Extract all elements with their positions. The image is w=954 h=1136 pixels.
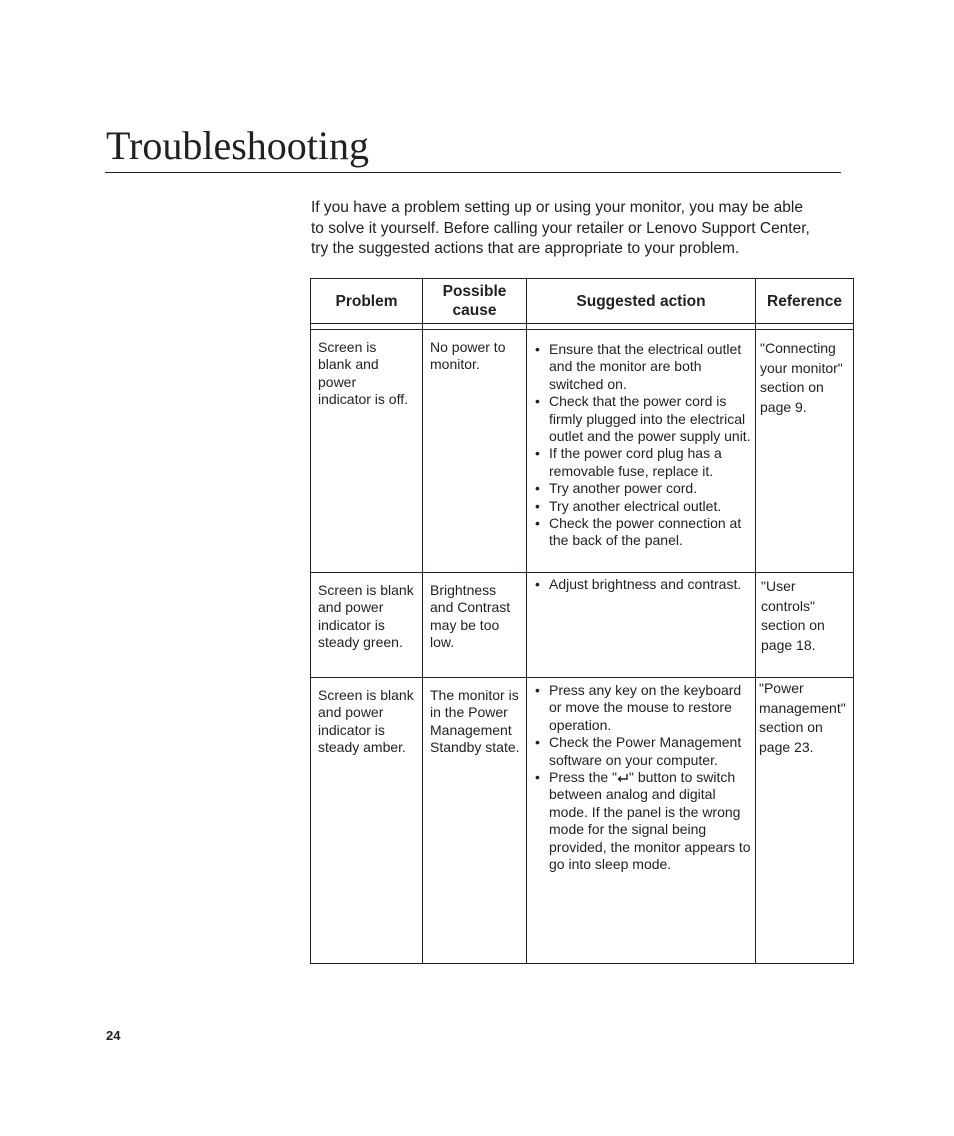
cause-cell <box>423 573 527 678</box>
header-cause-line: Possible <box>442 283 507 300</box>
action-list <box>535 341 751 550</box>
reference-line: management" <box>759 699 846 716</box>
cause-line: The monitor is <box>430 687 519 703</box>
page-title: Troubleshooting <box>106 123 370 168</box>
action-item: • Try another power cord. <box>535 480 751 497</box>
cause-cell <box>423 330 527 573</box>
reference-line: your monitor" <box>760 359 843 376</box>
action-item: • If the power cord plug has a removable fuse, replace it. <box>535 445 751 480</box>
header-reference: Reference <box>756 279 854 324</box>
action-item: • Adjust brightness and contrast. <box>535 576 751 593</box>
cause-line: Standby state. <box>430 739 520 756</box>
troubleshooting-table <box>310 278 854 964</box>
reference-line: "Connecting <box>760 340 836 356</box>
action-cell <box>527 330 756 573</box>
page-number: 24 <box>106 1028 121 1043</box>
cause-line: Brightness <box>430 582 497 598</box>
action-item: • Try another electrical outlet. <box>535 498 751 515</box>
problem-line: blank and <box>318 356 379 373</box>
action-item: • Check the power connection at the back of the panel. <box>535 515 751 550</box>
problem-line: Screen is blank <box>318 687 414 703</box>
problem-line: Screen is <box>318 339 377 355</box>
reference-line: "User <box>761 578 796 594</box>
cause-line: and Contrast <box>430 599 511 616</box>
intro-paragraph <box>311 198 841 260</box>
reference-line: section on <box>761 617 825 633</box>
action-cell <box>527 678 756 964</box>
action-item: • Check that the power cord is firmly plugged into the electrical outlet and the power supply unit. <box>535 393 751 445</box>
header-suggested-action: Suggested action <box>527 279 756 324</box>
problem-line: steady amber. <box>318 739 406 756</box>
intro-line: try the suggested actions that are appropriate to your problem. <box>311 240 740 257</box>
action-item-enter <box>535 769 751 873</box>
table-header-row <box>311 279 854 324</box>
problem-cell <box>311 678 423 964</box>
table-row <box>311 678 854 964</box>
action-text: Press the " <box>549 769 617 786</box>
action-item: • Check the Power Management software on your computer. <box>535 734 751 769</box>
cause-line: low. <box>430 634 455 651</box>
cause-cell <box>423 678 527 964</box>
table-row <box>311 330 854 573</box>
action-list <box>535 682 751 873</box>
reference-line: "Power <box>759 680 804 696</box>
header-possible-cause <box>423 279 527 324</box>
cause-line: No power to <box>430 339 506 355</box>
problem-line: indicator is <box>318 721 385 738</box>
reference-line: page 9. <box>760 398 807 415</box>
problem-line: and power <box>318 599 384 616</box>
problem-line: indicator is off. <box>318 391 409 408</box>
reference-line: page 23. <box>759 738 814 755</box>
action-list <box>535 576 751 593</box>
action-text: " button to switch between analog and digital mode. If the panel is the wrong mode for the signal being provided, the monitor appears to go into sleep mode. <box>549 769 751 873</box>
reference-cell <box>756 678 854 964</box>
header-cause-line: cause <box>452 302 497 319</box>
reference-line: page 18. <box>761 636 816 653</box>
problem-line: and power <box>318 704 384 721</box>
table-row <box>311 573 854 678</box>
problem-cell <box>311 330 423 573</box>
reference-cell <box>756 330 854 573</box>
enter-key-icon <box>617 773 629 783</box>
reference-line: section on <box>760 379 824 395</box>
header-problem: Problem <box>311 279 423 324</box>
reference-line: controls" <box>761 597 815 614</box>
title-rule <box>105 172 841 173</box>
cause-line: may be too <box>430 616 500 633</box>
problem-line: steady green. <box>318 634 403 651</box>
action-cell <box>527 573 756 678</box>
action-item: • Press any key on the keyboard or move the mouse to restore operation. <box>535 682 751 734</box>
intro-line: If you have a problem setting up or using your monitor, you may be able <box>311 199 803 216</box>
reference-line: section on <box>759 719 823 735</box>
problem-cell <box>311 573 423 678</box>
problem-line: power <box>318 373 357 390</box>
reference-cell <box>756 573 854 678</box>
cause-line: monitor. <box>430 356 480 373</box>
cause-line: Management <box>430 721 512 738</box>
action-item: • Ensure that the electrical outlet and the monitor are both switched on. <box>535 341 751 393</box>
intro-line: to solve it yourself. Before calling your retailer or Lenovo Support Center, <box>311 219 810 237</box>
cause-line: in the Power <box>430 704 508 721</box>
problem-line: Screen is blank <box>318 582 414 598</box>
problem-line: indicator is <box>318 616 385 633</box>
